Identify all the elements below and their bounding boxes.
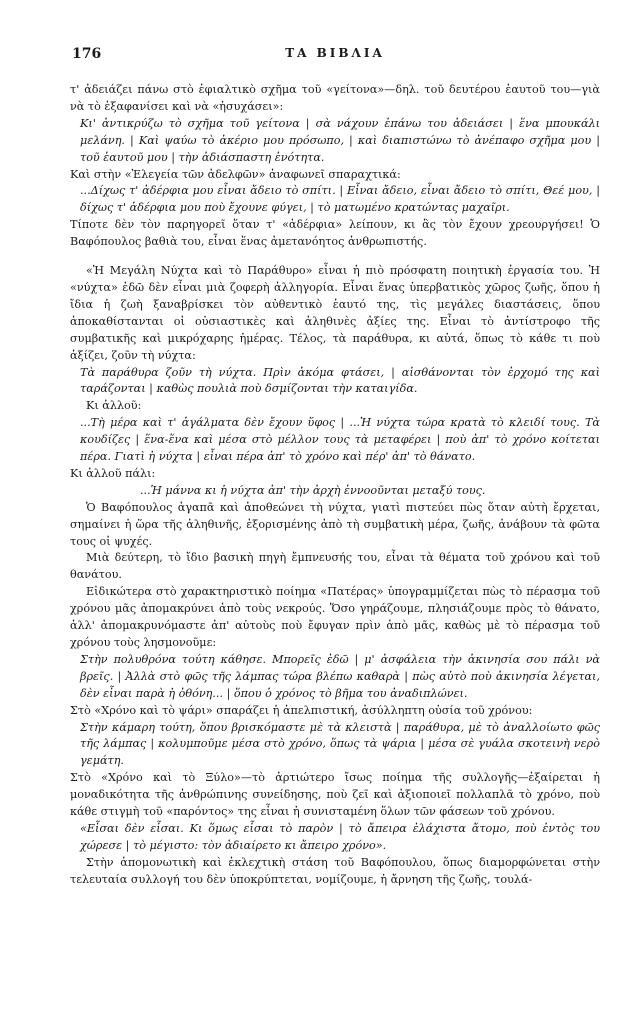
running-title: ΤΑ ΒΙΒΛΙΑ — [285, 46, 385, 60]
paragraph: Στὴν ἀπομονωτικὴ καὶ ἐκλεχτικὴ στάση τοῦ Βαφόπουλου, ὅπως διαμορφώνεται στὴν τελευταία συλλογή του δὲν ὑποκρύπτεται, νομίζουμε, ἡ ἄρνηση τῆς ζωῆς, τουλά- — [70, 855, 600, 886]
poem-quote: Στὴν πολυθρόνα τούτη κάθησε. Μπορεῖς ἐδῶ | μ' ἀσφάλεια τὴν ἀκινησία σου πάλι νὰ βρεῖς. | Ἀλλὰ στὸ φῶς τῆς λάμπας τώρα βλέπω καθαρὰ | πὼς αὐτὸ ποὺ ἀκινησία λέγεται, δὲν εἶναι παρὰ ἡ ὀθόνη... | ὅπου ὁ χρόνος τὸ βῆμα του ἀναδιπλώνει. — [80, 652, 600, 700]
paragraph: Μιὰ δεύτερη, τὸ ἴδιο βασικὴ πηγὴ ἔμπνευσής του, εἶναι τὰ θέματα τοῦ χρόνου καὶ τοῦ θανάτου. — [70, 551, 600, 582]
poem-quote: ...Τὴ μέρα καὶ τ' ἀγάλματα δὲν ἔχουν ὕφος | ...Ἡ νύχτα τώρα κρατὰ τὸ κλειδί τους. Τὰ κουδίζες | ἕνα-ἕνα καὶ μέσα στὸ μέλλον τους τὰ μεταφέρει | ποὺ ἀπ' τὸ χρόνο κοίτεται πέρα. Γιατὶ ἡ νύχτα | εἶναι πέρα ἀπ' τὸ χρόνο καὶ πέρ' ἀπ' τὸ θάνατο. — [80, 416, 600, 464]
quote-intro: Κι ἀλλοῦ: — [86, 399, 142, 413]
article-body — [70, 82, 600, 889]
page-header — [70, 46, 600, 68]
poem-quote: Κι' ἀντικρύζω τὸ σχῆμα τοῦ γείτονα | σὰ νάχουν ἐπάνω του ἀδειάσει | ἕνα μπουκάλι μελάνη. | Καὶ ψαύω τὸ ἀκέριο μου πρόσωπο, | καὶ διαπιστώνω τὸ ἀνέπαφο σχῆμα μου | τοῦ ἑαυτοῦ μου | τὴν ἀδιάσπαστη ἑνότητα. — [80, 116, 600, 164]
poem-quote: ...Δίχως τ' ἀδέρφια μου εἶναι ἄδειο τὸ σπίτι. | Εἶναι ἄδειο, εἶναι ἄδειο τὸ σπίτι, Θεέ μου, | δίχως τ' ἀδέρφια μου ποὺ ἔχουνε φύγει, | τὸ ματωμένο κρατώντας μαχαῖρι. — [80, 184, 600, 215]
paragraph: Ὁ Βαφόπουλος ἀγαπᾶ καὶ ἀποθεώνει τὴ νύχτα, γιατὶ πιστεύει πὼς ὅταν αὐτὴ ἔρχεται, σημαίνει ἡ ὥρα τῆς ἀληθινῆς, ἐξορισμένης ἀπὸ τὴ συμβατικὴ μέρα, ζωῆς, ἀνάβουν τὰ φῶτα τους οἱ ψυχές. — [70, 500, 600, 548]
poem-quote: Στὴν κάμαρη τούτη, ὅπου βρισκόμαστε μὲ τὰ κλειστὰ | παράθυρα, μὲ τὸ ἀναλλοίωτο φῶς τῆς λάμπας | κολυμποῦμε μέσα στὸ χρόνο, ὅπως τὰ ψάρια | μέσα σὲ γυάλα σκοτεινὴ νερὸ γεμάτη. — [80, 720, 600, 768]
poem-quote: Τὰ παράθυρα ζοῦν τὴ νύχτα. Πρὶν ἀκόμα φτάσει, | αἰσθάνονται τὸν ἐρχομό της καὶ ταράζονται | καθὼς πουλιὰ ποὺ δσμίζονται τὴν καταιγίδα. — [80, 365, 600, 396]
quote-intro: Κι ἀλλοῦ πάλι: — [70, 466, 156, 480]
book-page — [70, 46, 600, 889]
paragraph: Καὶ στὴν «Ἐλεγεία τῶν ἀδελφῶν» ἀναφωνεῖ σπαραχτικά: — [70, 167, 401, 181]
paragraph: Στὸ «Χρόνο καὶ τὸ ψάρι» σπαράζει ἡ ἀπελπιστική, ἀσύλληπτη οὐσία τοῦ χρόνου: — [70, 703, 533, 717]
poem-quote: «Εἶσαι δὲν εἶσαι. Κι ὅμως εἶσαι τὸ παρὸν | τὸ ἄπειρα ἐλάχιστα ἄτομο, ποὺ ἐντὸς του χώρεσε | τὸ μέγιστο: τὸν ἀδιαίρετο κι ἄπειρο χρόνο». — [80, 821, 600, 852]
page-number: 176 — [72, 46, 102, 62]
paragraph: τ' ἀδειάζει πάνω στὸ ἐφιαλτικὸ σχῆμα τοῦ «γείτονα»—δηλ. τοῦ δευτέρου ἑαυτοῦ του—γιὰ νὰ τὸ ἐξαφανίσει καὶ νὰ «ἡσυχάσει»: — [70, 83, 600, 113]
poem-quote: ...Ἡ μάννα κι ἡ νύχτα ἀπ' τὴν ἀρχὴ ἐννοοῦνται μεταξύ τους. — [140, 483, 486, 497]
paragraph: Στὸ «Χρόνο καὶ τὸ Ξύλο»—τὸ ἀρτιώτερο ἴσως ποίημα τῆς συλλογῆς—ἐξαίρεται ἡ μοναδικότητα τῆς ἀνθρώπινης συνείδησης, ποὺ ζεῖ καὶ ἀξιοποιεῖ πολλαπλᾶ τὸ χρόνο, ποὺ κάθε στιγμὴ τοῦ «παρόντος» της εἶναι ἡ συνισταμένη ὅλων τῶν φάσεων τοῦ χρόνου. — [70, 771, 600, 819]
paragraph: Εἰδικώτερα στὸ χαρακτηριστικὸ ποίημα «Πατέρας» ὑπογραμμίζεται πὼς τὸ πέρασμα τοῦ χρόνου μᾶς ἀπομακρύνει ἀπὸ τοὺς νεκρούς. Ὅσο γηράζουμε, πλησιάζουμε πρὸς τὸ θάνατο, ἀλλ' ἀπομακρυνόμαστε ἀπ' αὐτοὺς ποὺ ἔφυγαν πρὶν ἀπὸ μᾶς, καθὼς μὲ τὸ πέρασμα τοῦ χρόνου τοὺς λησμονοῦμε: — [70, 585, 600, 649]
paragraph: Τίποτε δὲν τὸν παρηγορεῖ ὅταν τ' «ἀδέρφια» λείπουν, κι ἂς τὸν ἔχουν χρεουργήσει! Ὁ Βαφόπουλος βαθιὰ του, εἶναι ἕνας ἀμετανόητος ἀνθρωπιστής. — [70, 218, 600, 249]
paragraph: «Ἡ Μεγάλη Νύχτα καὶ τὸ Παράθυρο» εἶναι ἡ πιὸ πρόσφατη ποιητικὴ ἐργασία του. Ἡ «νύχτα» ἐδῶ δὲν εἶναι μιὰ ζοφερὴ ἀλληγορία. Εἶναι ἕνας ὑπερβατικὸς χῶρος ζωῆς, ὅπου ἡ ἴδια ἡ ζωὴ ξαναβρίσκει τὸν αὐθεντικὸ ἑαυτό της, τὶς μεγάλες διαστάσεις, ὅπου ἀποκαθίστανται οἱ οὐσιαστικὲς καὶ ἀληθινὲς ἀξίες της. Εἶναι τὸ ἀντίστροφο τῆς συμβατικῆς καὶ μικρόχαρης ἡμέρας. Τέλος, τὰ παράθυρα, κι αὐτά, ὅπως τὸ κάθε τι ποὺ ἀξίζει, ζοῦν τὴ νύχτα: — [70, 264, 600, 362]
